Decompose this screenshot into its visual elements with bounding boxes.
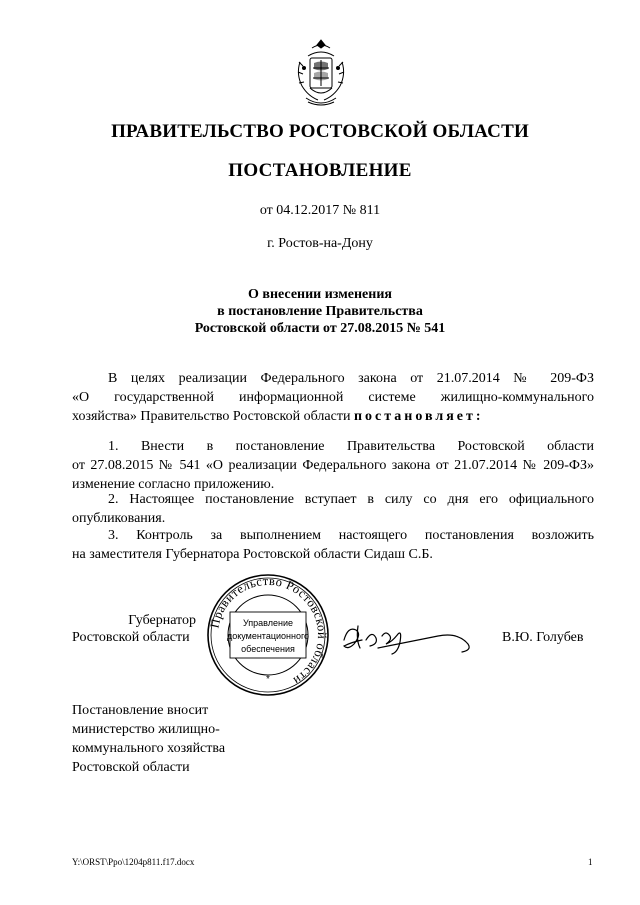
clause-line: 1. Внести в постановление Правительства Ростовской области [108, 439, 594, 454]
subject-line: О внесении изменения [248, 287, 392, 302]
footer-file-path: Y:\ORST\Ppo\1204p811.f17.docx [72, 857, 195, 867]
clause-1 [72, 437, 594, 494]
submitted-by-line: Постановление вносит [72, 703, 209, 718]
signatory-region: Ростовской области [72, 630, 190, 645]
svg-text:Правительство Ростовской облас: Правительство Ростовской области [207, 573, 330, 689]
clause-line: 3. Контроль за выполнением настоящего постановления возложить [108, 528, 594, 543]
submitted-by-line: министерство жилищно- [72, 722, 220, 737]
preamble-text: хозяйства» Правительство Ростовской области [72, 409, 354, 424]
svg-text:документационного: документационного [226, 631, 310, 641]
handwritten-signature [338, 618, 478, 660]
document-subject [0, 286, 640, 337]
clause-line: изменение согласно приложению. [72, 477, 275, 492]
government-title: ПРАВИТЕЛЬСТВО РОСТОВСКОЙ ОБЛАСТИ [111, 121, 529, 142]
submitted-by-line: Ростовской области [72, 760, 190, 775]
preamble-line: В целях реализации Федерального закона от 21.07.2014 № 209-ФЗ [108, 371, 594, 386]
official-seal-stamp [203, 570, 333, 700]
clause-3 [72, 526, 594, 564]
preamble-line: «О государственной информационной системе жилищно-коммунального [72, 390, 594, 405]
svg-text:*: * [266, 674, 270, 685]
subject-line: Ростовской области от 27.08.2015 № 541 [194, 321, 446, 336]
submitted-by-note [72, 701, 225, 777]
svg-text:Управление: Управление [242, 618, 294, 628]
clause-line: опубликования. [72, 511, 166, 526]
document-type-heading: ПОСТАНОВЛЕНИЕ [228, 160, 412, 181]
page-number: 1 [588, 857, 593, 867]
resolution-keyword: постановляет: [353, 409, 484, 424]
clause-line: на заместителя Губернатора Ростовской области Сидаш С.Б. [72, 547, 433, 562]
rostov-coat-of-arms-emblem [294, 38, 348, 108]
signatory-role-line: Губернатор [128, 613, 196, 628]
preamble-paragraph [72, 369, 594, 426]
clause-line: от 27.08.2015 № 541 «О реализации Федерального закона от 21.07.2014 № 209-ФЗ» [72, 458, 594, 473]
subject-line: в постановление Правительства [217, 304, 423, 319]
document-date-number: от 04.12.2017 № 811 [259, 203, 381, 218]
clause-2 [72, 490, 594, 528]
signatory-name: В.Ю. Голубев [502, 630, 584, 645]
document-city: г. Ростов-на-Дону [267, 236, 373, 251]
clause-line: 2. Настоящее постановление вступает в силу со дня его официального [108, 492, 594, 507]
signatory-role [98, 611, 196, 630]
submitted-by-line: коммунального хозяйства [72, 741, 226, 756]
svg-text:обеспечения: обеспечения [241, 644, 295, 654]
preamble-line [72, 407, 594, 426]
